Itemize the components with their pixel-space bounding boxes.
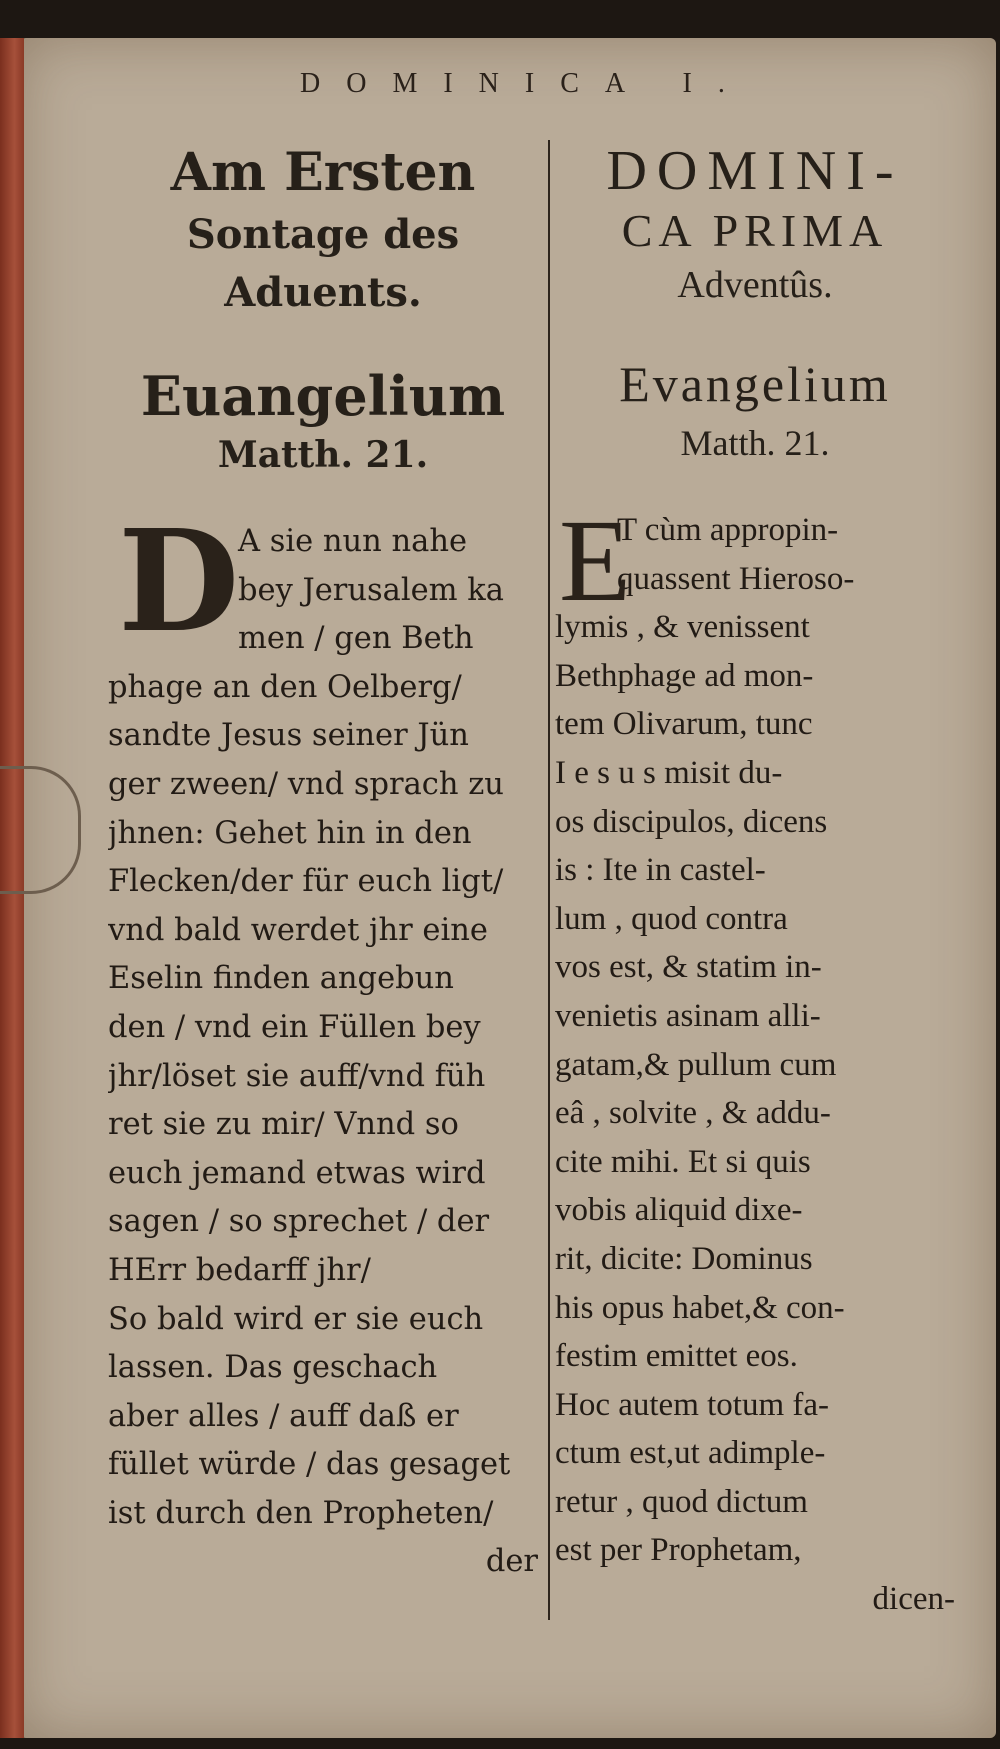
latin-body	[555, 495, 955, 1624]
german-title-line: Am Ersten	[170, 142, 476, 203]
latin-line: retur , quod dictum	[555, 1483, 808, 1520]
latin-line: Bethphage ad mon-	[555, 657, 814, 694]
german-title-line: Sontage des	[186, 211, 460, 258]
german-line: vnd bald werdet jhr eine	[108, 912, 488, 948]
latin-line: vos est, & statim in-	[555, 949, 822, 986]
german-body	[108, 500, 538, 1587]
german-catchword: der	[485, 1544, 538, 1580]
german-line: euch jemand etwas wird	[108, 1155, 486, 1191]
latin-line: rit, dicite: Dominus	[555, 1240, 813, 1277]
german-line: sandte Jesus seiner Jün	[108, 718, 469, 754]
german-line: HErr bedarff jhr/	[108, 1252, 371, 1288]
latin-line: venietis asinam alli-	[555, 997, 821, 1034]
german-title-line: Aduents.	[224, 269, 422, 316]
latin-title-line: CA PRIMA	[621, 205, 889, 256]
latin-title-line: Adventûs.	[677, 264, 833, 306]
running-head: DOMINICA I.	[300, 68, 751, 99]
latin-line: cite mihi. Et si quis	[555, 1143, 811, 1180]
german-line: ret sie zu mir/ Vnnd so	[108, 1107, 459, 1143]
latin-line: tem Olivarum, tunc	[555, 706, 813, 743]
german-line: ist durch den Propheten/	[108, 1495, 494, 1531]
german-column	[108, 140, 538, 1587]
latin-line: eâ , solvite , & addu-	[555, 1095, 831, 1132]
german-line: Eselin finden angebun	[108, 961, 454, 997]
latin-line: quassent Hieroso-	[617, 560, 855, 597]
german-line: jhr/löset sie auff/vnd füh	[108, 1058, 486, 1094]
german-line: sagen / so sprechet / der	[108, 1204, 490, 1240]
column-divider	[548, 140, 550, 1620]
latin-catchword: dicen-	[872, 1581, 955, 1618]
latin-column	[555, 140, 955, 1624]
latin-title-line: DOMINI-	[606, 140, 904, 202]
latin-line: I e s u s misit du-	[555, 754, 783, 791]
german-section-heading: Euangelium	[140, 364, 506, 428]
german-line: So bald wird er sie euch	[108, 1301, 484, 1337]
latin-line: ctum est,ut adimple-	[555, 1435, 826, 1472]
latin-dropcap: E	[559, 495, 632, 626]
german-line: A sie nun nahe	[238, 524, 468, 559]
latin-line: Hoc autem totum fa-	[555, 1386, 829, 1423]
german-line: den / vnd ein Füllen bey	[108, 1009, 481, 1045]
german-line: ger zween/ vnd sprach zu	[108, 766, 504, 802]
latin-line: T cùm appropin-	[617, 512, 839, 548]
german-line: Flecken/der für euch ligt/	[108, 864, 504, 900]
german-line: lassen. Das geschach	[108, 1350, 438, 1386]
latin-line: os discipulos, dicens	[555, 803, 828, 840]
latin-line: is : Ite in castel-	[555, 852, 766, 889]
german-reference: Matth. 21.	[217, 434, 429, 476]
german-line: men / gen Beth	[238, 621, 474, 657]
bookmark-ribbon	[0, 766, 81, 894]
latin-line: lum , quod contra	[555, 900, 788, 937]
german-line: füllet würde / das gesaget	[108, 1447, 511, 1483]
german-line: phage an den Oelberg/	[108, 669, 462, 705]
german-line: jhnen: Gehet hin in den	[108, 815, 472, 851]
latin-line: vobis aliquid dixe-	[555, 1192, 803, 1229]
latin-reference: Matth. 21.	[680, 423, 830, 463]
latin-line: gatam,& pullum cum	[555, 1046, 837, 1083]
latin-line: lymis , & venissent	[555, 609, 810, 646]
latin-section-heading: Evangelium	[619, 356, 891, 412]
latin-line: est per Prophetam,	[555, 1532, 802, 1569]
german-line: aber alles / auff daß er	[108, 1398, 459, 1434]
german-line: bey Jerusalem ka	[238, 572, 504, 608]
latin-line: festim emittet eos.	[555, 1338, 798, 1375]
german-dropcap: D	[118, 500, 240, 664]
latin-line: his opus habet,& con-	[555, 1289, 845, 1326]
